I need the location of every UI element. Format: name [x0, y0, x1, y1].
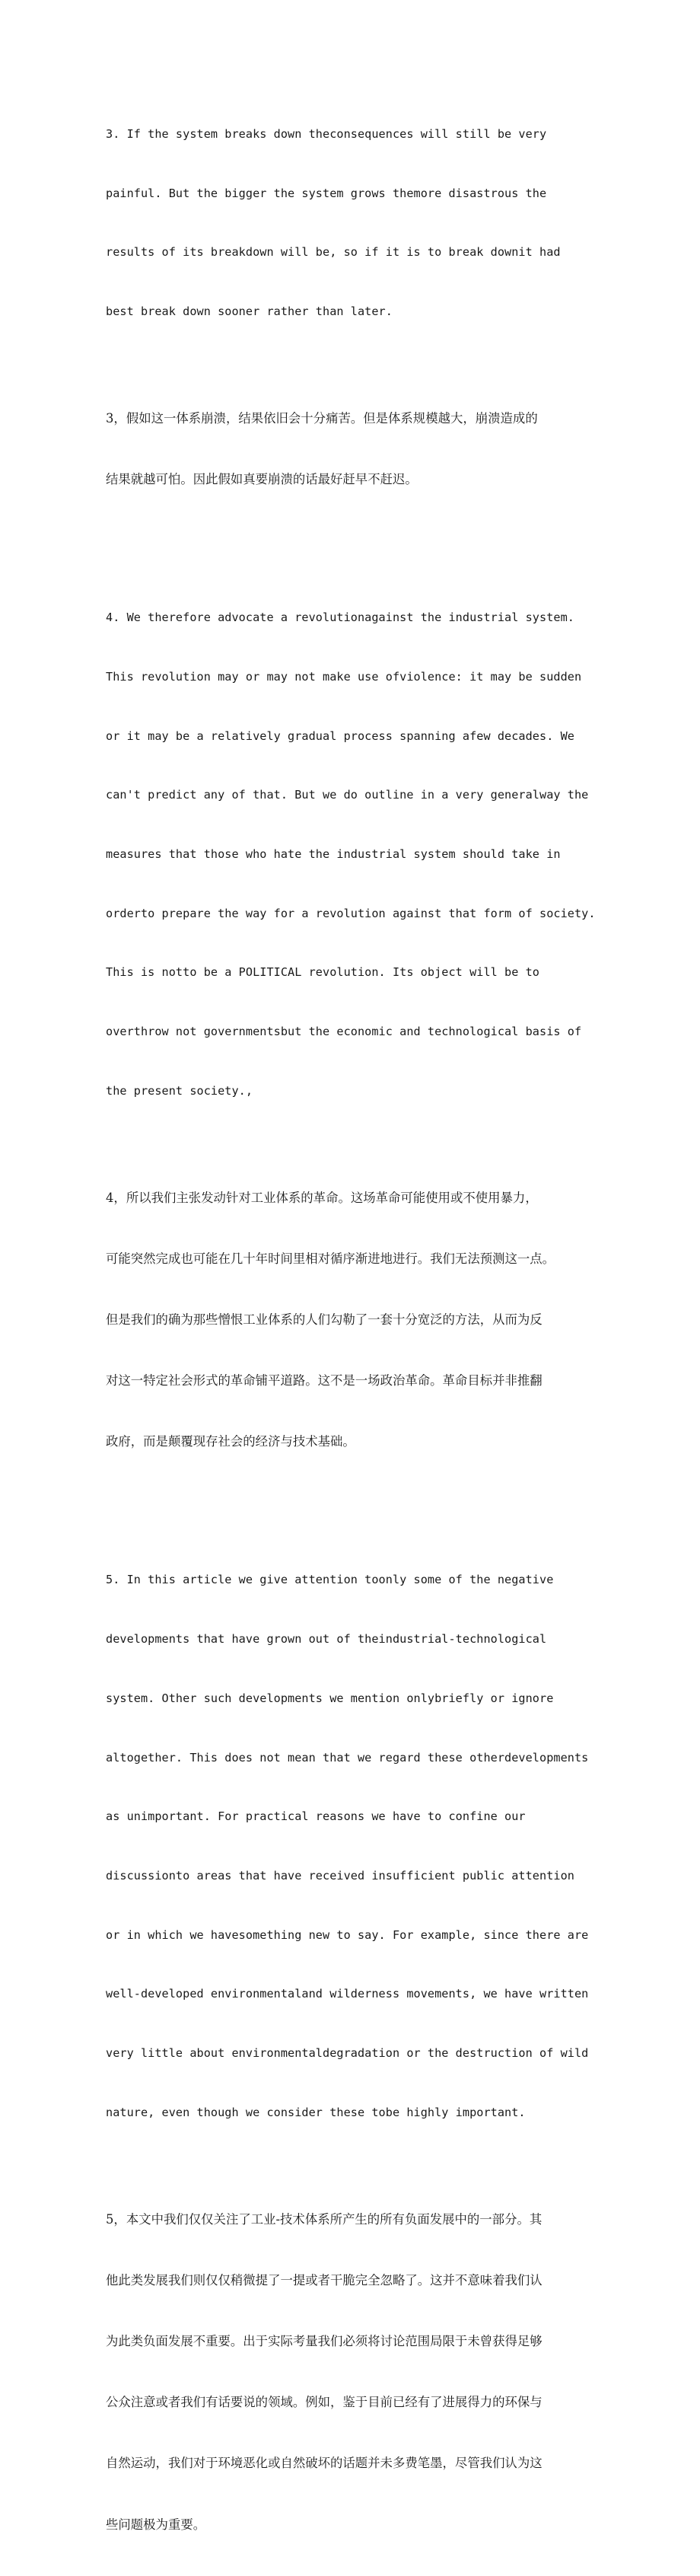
text-line: 政府，而是颠覆现存社会的经济与技术基础。 [106, 1434, 355, 1449]
text-line: results of its breakdown will be, so if it is to break downit had [106, 245, 561, 260]
paragraph-5-english [106, 1532, 600, 2163]
text-line: very little about environmentaldegradation or the destruction of wild [106, 2046, 589, 2061]
document-page [106, 85, 600, 2576]
text-line: altogether. This does not mean that we regard these otherdevelopments [106, 1750, 589, 1765]
text-line: This revolution may or may not make use ofviolence: it may be sudden [106, 669, 582, 684]
paragraph-5-chinese [106, 2170, 600, 2576]
text-line: 公众注意或者我们有话要说的领域。例如，鉴于目前已经有了进展得力的环保与 [106, 2395, 542, 2410]
text-line: painful. But the bigger the system grows themore disastrous the [106, 186, 547, 200]
text-line: system. Other such developments we mention onlybriefly or ignore [106, 1691, 554, 1705]
text-line: 3，假如这一体系崩溃，结果依旧会十分痛苦。但是体系规模越大，崩溃造成的 [106, 411, 538, 426]
text-line: 对这一特定社会形式的革命铺平道路。这不是一场政治革命。革命目标并非推翻 [106, 1373, 542, 1388]
text-line: discussionto areas that have received insufficient public attention [106, 1868, 574, 1883]
text-line: 5. In this article we give attention toonly some of the negative [106, 1573, 554, 1587]
text-line: 些问题极为重要。 [106, 2517, 206, 2532]
text-line: orderto prepare the way for a revolution against that form of society. [106, 906, 596, 920]
text-line: or in which we havesomething new to say. For example, since there are [106, 1927, 589, 1942]
text-line: 5，本文中我们仅仅关注了工业-技术体系所产生的所有负面发展中的一部分。其 [106, 2211, 542, 2227]
text-line: the present society., [106, 1083, 253, 1098]
text-line: well-developed environmentaland wilderness movements, we have written [106, 1987, 589, 2001]
text-line: nature, even though we consider these tobe highly important. [106, 2105, 526, 2119]
text-line: best break down sooner rather than later. [106, 304, 393, 318]
text-line: 4. We therefore advocate a revolutionagainst the industrial system. [106, 611, 574, 625]
text-line: 但是我们的确为那些憎恨工业体系的人们勾勒了一套十分宽泛的方法，从而为反 [106, 1312, 542, 1328]
text-line: developments that have grown out of theindustrial-technological [106, 1632, 547, 1647]
text-line: 他此类发展我们则仅仅稍微提了一提或者干脆完全忽略了。这并不意味着我们认 [106, 2273, 542, 2288]
text-line: 3. If the system breaks down theconsequences will still be very [106, 126, 547, 141]
text-line: as unimportant. For practical reasons we have to confine our [106, 1809, 526, 1824]
text-line: 可能突然完成也可能在几十年时间里相对循序渐进地进行。我们无法预测这一点。 [106, 1251, 555, 1267]
text-line: 结果就越可怕。因此假如真要崩溃的话最好赶早不赶迟。 [106, 472, 418, 487]
text-line: 4，所以我们主张发动针对工业体系的革命。这场革命可能使用或不使用暴力， [106, 1191, 538, 1205]
text-line: This is notto be a POLITICAL revolution. Its object will be to [106, 965, 540, 980]
text-line: 为此类负面发展不重要。出于实际考量我们必须将讨论范围局限于未曾获得足够 [106, 2334, 542, 2349]
text-line: can't predict any of that. But we do outline in a very generalway the [106, 788, 589, 802]
paragraph-4-chinese [106, 1148, 600, 1494]
text-line: 自然运动，我们对于环境恶化或自然破坏的话题并未多费笔墨，尽管我们认为这 [106, 2456, 542, 2471]
text-line: overthrow not governmentsbut the economic and technological basis of [106, 1025, 582, 1039]
paragraph-3-english [106, 85, 600, 362]
text-line: measures that those who hate the industrial system should take in [106, 847, 561, 861]
paragraph-3-chinese [106, 368, 600, 531]
text-line: or it may be a relatively gradual process spanning afew decades. We [106, 728, 574, 743]
paragraph-4-english [106, 569, 600, 1140]
